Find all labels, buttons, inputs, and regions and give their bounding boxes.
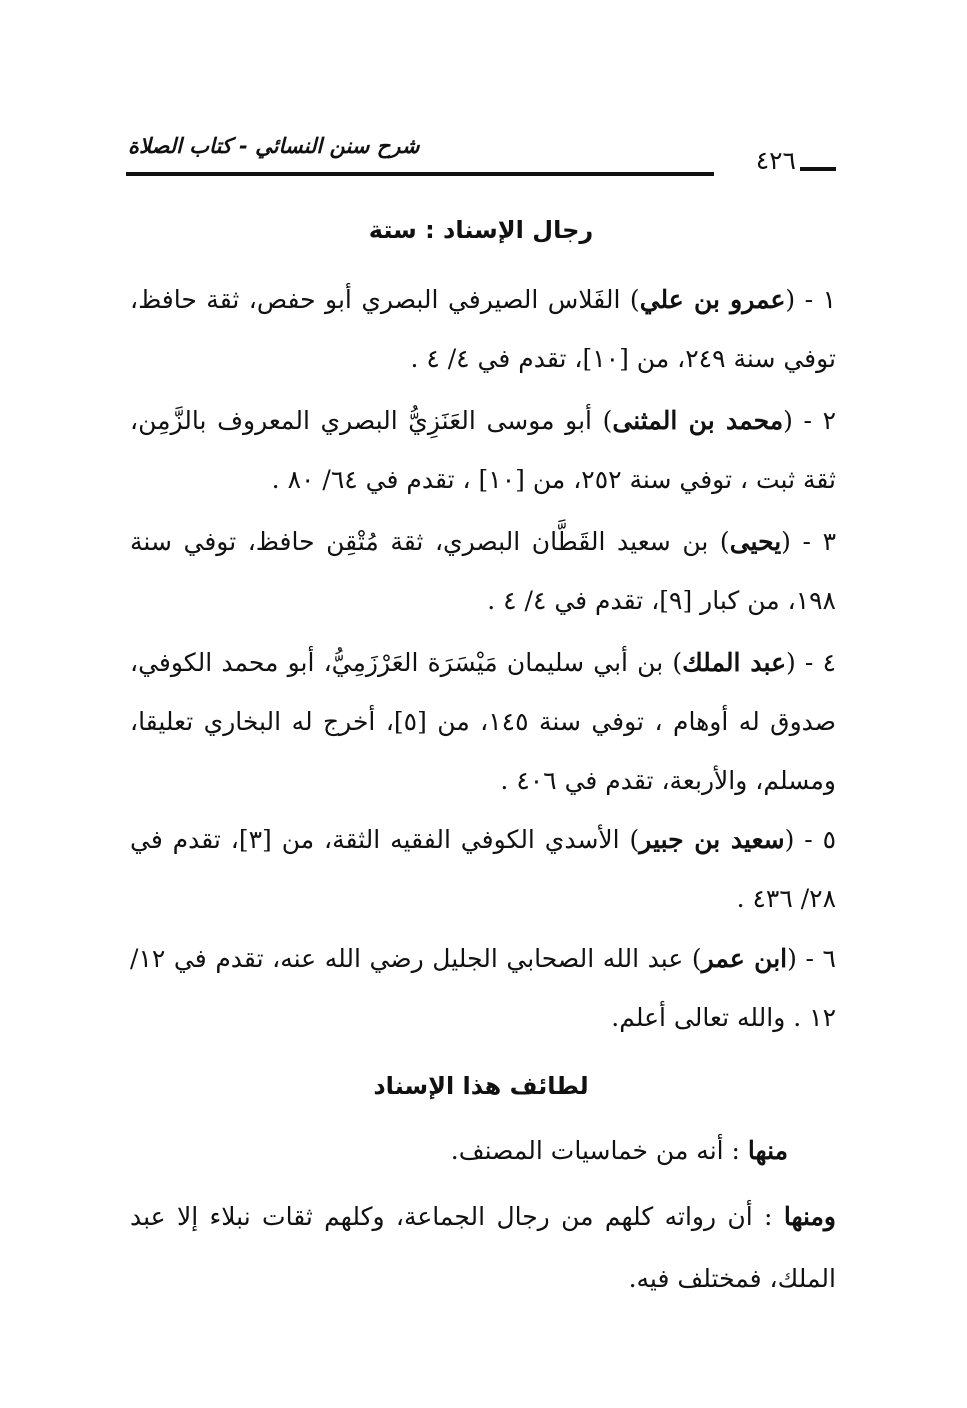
entry-text: الفَلاس الصيرفي البصري أبو حفص، ثقة حافظ، توفي سنة ٢٤٩، من [١٠]، تقدم في ٤/ ٤ . <box>130 285 836 373</box>
narrator-entry <box>130 929 836 1047</box>
running-header <box>126 130 836 182</box>
entry-number: ٢ - ( <box>783 406 836 435</box>
entry-text: بن سعيد القَطَّان البصري، ثقة مُتْقِن حافظ، توفي سنة ١٩٨، من كبار [٩]، تقدم في ٤/ ٤ . <box>130 527 836 615</box>
page-number: ٤٢٦ <box>755 146 796 175</box>
narrator-entry <box>130 810 836 928</box>
section-heading-lataif: لطائف هذا الإسناد <box>373 1072 589 1100</box>
entry-close: ) <box>629 825 640 854</box>
narrator-name: سعيد بن جبير <box>639 825 785 854</box>
entry-close: ) <box>629 285 640 314</box>
lataif-note <box>130 1120 836 1182</box>
entry-text: بن أبي سليمان مَيْسَرَة العَرْزَمِيُّ، أبو محمد الكوفي، صدوق له أوهام ، توفي سنة ١٤٥، من [٥]، أخرج له البخاري تعليقا، ومسلم، والأربعة، تقدم في ٤٠٦ . <box>130 648 837 795</box>
narrator-entry <box>130 633 836 810</box>
lataif-note <box>130 1186 836 1310</box>
narrator-name: عمرو بن علي <box>639 285 786 314</box>
entry-text: الأسدي الكوفي الفقيه الثقة، من [٣]، تقدم في ٢٨/ ٤٣٦ . <box>130 825 836 913</box>
narrator-name: يحيى <box>729 527 782 556</box>
note-text: : أنه من خماسيات المصنف. <box>450 1136 748 1165</box>
section-heading-rijal: رجال الإسناد : ستة <box>368 216 594 244</box>
note-lead: ومنها <box>783 1202 836 1231</box>
narrator-name: ابن عمر <box>701 944 788 973</box>
entry-close: ) <box>719 527 730 556</box>
entry-text: أبو موسى العَنَزِيُّ البصري المعروف بالزَّمِن، ثقة ثبت ، توفي سنة ٢٥٢، من [١٠] ، تقدم في ٦٤/ ٨٠ . <box>130 406 836 494</box>
page-number-dash <box>800 167 836 171</box>
header-rule <box>126 172 714 176</box>
running-header-title: شرح سنن النسائي - كتاب الصلاة <box>128 134 420 158</box>
narrator-name: عبد الملك <box>682 648 786 677</box>
entry-close: ) <box>672 648 683 677</box>
entry-number: ١ - ( <box>785 285 836 314</box>
entry-number: ٤ - ( <box>786 648 836 677</box>
note-text: : أن رواته كلهم من رجال الجماعة، وكلهم ثقات نبلاء إلا عبد الملك، فمختلف فيه. <box>130 1202 836 1293</box>
entry-text: عبد الله الصحابي الجليل رضي الله عنه، تقدم في ١٢/ ١٢ . والله تعالى أعلم. <box>130 944 836 1032</box>
note-lead: منها <box>747 1136 788 1165</box>
entry-number: ٦ - ( <box>787 944 836 973</box>
entry-close: ) <box>602 406 613 435</box>
entry-number: ٣ - ( <box>781 527 836 556</box>
narrator-entry <box>130 512 836 630</box>
narrator-entry <box>130 270 836 388</box>
entry-number: ٥ - ( <box>784 825 836 854</box>
narrator-entry <box>130 391 836 509</box>
narrator-name: محمد بن المثنى <box>612 406 784 435</box>
entry-close: ) <box>691 944 702 973</box>
